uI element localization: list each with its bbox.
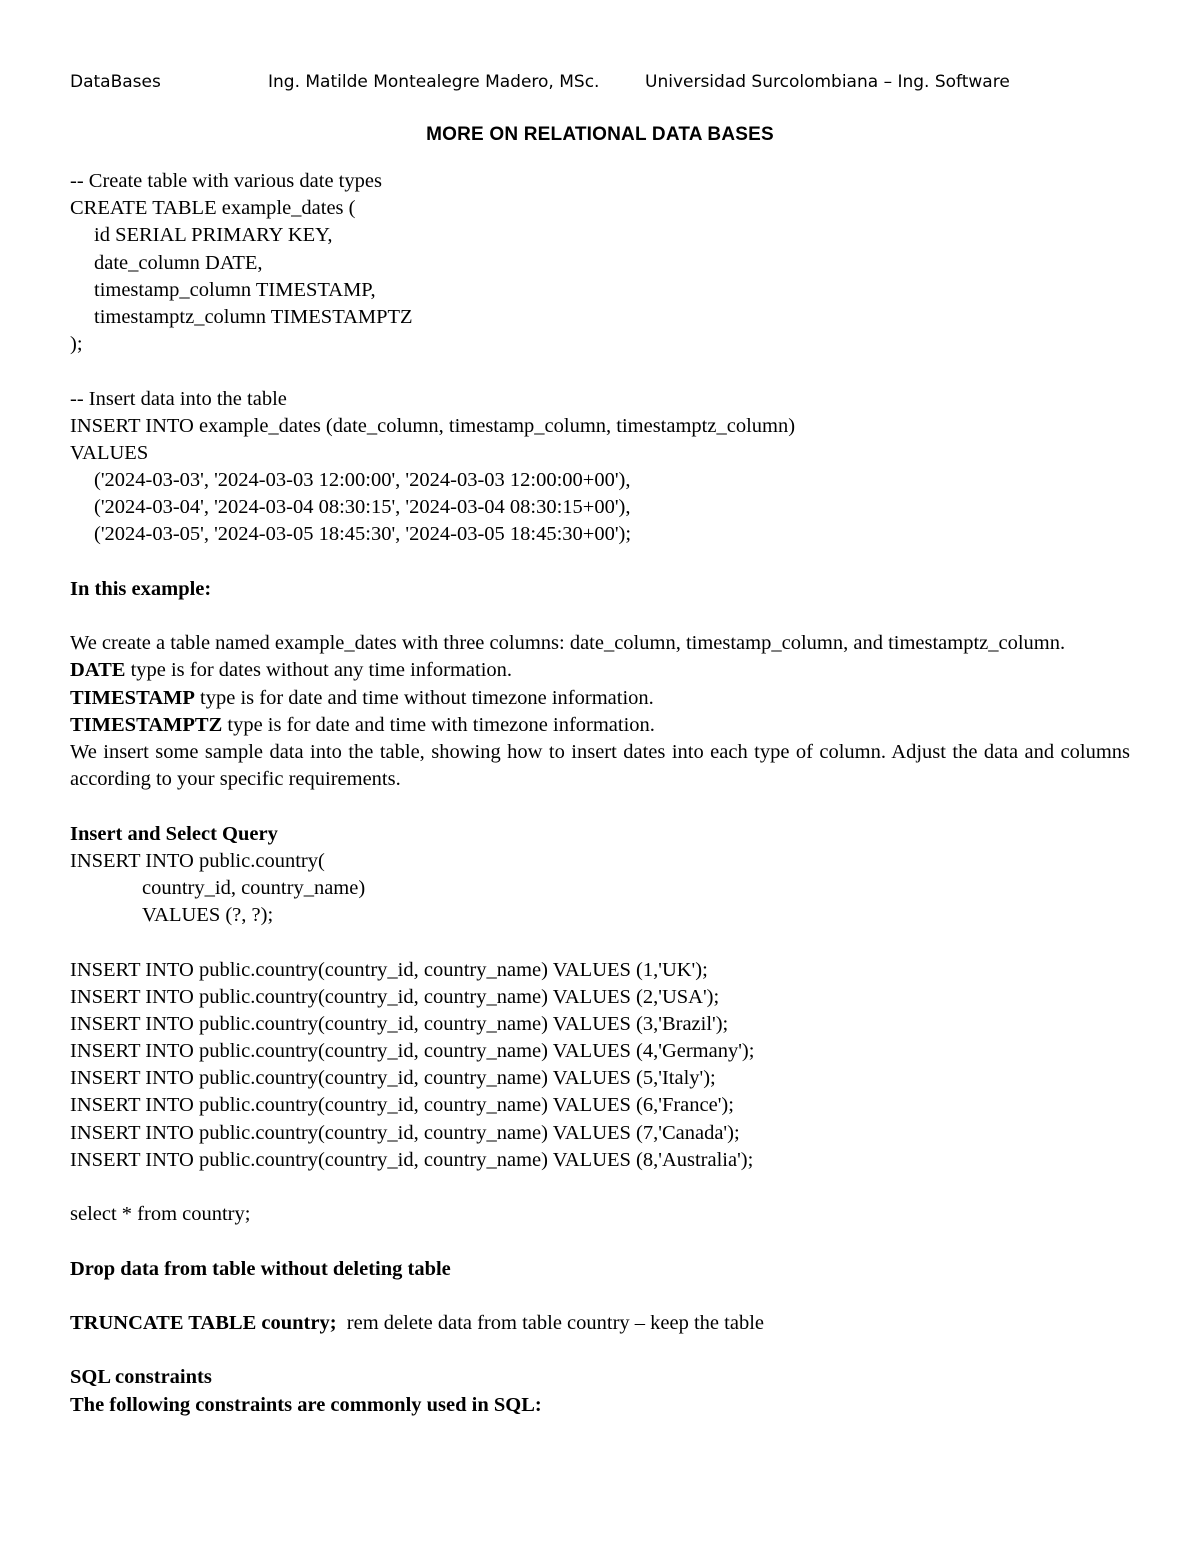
truncate-comment: rem delete data from table country – keep the table: [336, 1311, 764, 1334]
timestamp-desc: type is for date and time without timezone information.: [194, 686, 654, 709]
code-line: -- Create table with various date types: [70, 170, 382, 192]
code-line: timestamp_column TIMESTAMP,: [94, 278, 376, 301]
code-line: ('2024-03-05', '2024-03-05 18:45:30', '2024-03-05 18:45:30+00');: [94, 523, 632, 546]
code-line: INSERT INTO public.country(country_id, country_name) VALUES (1,'UK');: [70, 958, 708, 981]
page-title: MORE ON RELATIONAL DATA BASES: [426, 124, 774, 145]
header-author: Ing. Matilde Montealegre Madero, MSc.: [268, 72, 600, 92]
spacer: [70, 793, 1130, 820]
code-line: INSERT INTO public.country(country_id, country_name) VALUES (3,'Brazil');: [70, 1012, 729, 1035]
code-line: country_id, country_name): [142, 876, 366, 899]
page-header: [70, 72, 1130, 96]
code-block-create: [70, 168, 1130, 358]
code-line: );: [70, 333, 83, 356]
timestamp-term: TIMESTAMP: [70, 686, 195, 709]
code-line: INSERT INTO public.country(country_id, country_name) VALUES (2,'USA');: [70, 985, 720, 1008]
constraints-subheading: The following constraints are commonly used in SQL:: [70, 1393, 542, 1416]
spacer: [70, 929, 1130, 956]
date-type-line: [70, 657, 1130, 684]
timestamptz-type-line: [70, 712, 1130, 739]
date-term: DATE: [70, 659, 126, 682]
select-statement: select * from country;: [70, 1203, 251, 1226]
code-line: INSERT INTO public.country(country_id, country_name) VALUES (7,'Canada');: [70, 1121, 740, 1144]
spacer: [70, 1174, 1130, 1201]
example-closing: We insert some sample data into the table, showing how to insert dates into each type of column. Adjust the data and columns according to your specific requirements.: [70, 741, 1130, 791]
code-line: date_column DATE,: [94, 251, 263, 274]
code-line: INSERT INTO public.country(: [70, 849, 325, 872]
spacer: [70, 549, 1130, 576]
code-block-insert: [70, 386, 1130, 549]
insert-select-heading: Insert and Select Query: [70, 822, 278, 845]
spacer: [70, 1228, 1130, 1255]
timestamptz-desc: type is for date and time with timezone information.: [222, 713, 655, 736]
timestamptz-term: TIMESTAMPTZ: [70, 713, 223, 736]
header-course: DataBases: [70, 72, 161, 92]
code-line: INSERT INTO public.country(country_id, country_name) VALUES (6,'France');: [70, 1094, 734, 1117]
code-line: INSERT INTO public.country(country_id, country_name) VALUES (5,'Italy');: [70, 1067, 716, 1090]
spacer: [70, 603, 1130, 630]
code-line: id SERIAL PRIMARY KEY,: [94, 224, 333, 247]
code-line: VALUES (?, ?);: [142, 904, 274, 927]
date-desc: type is for dates without any time information.: [125, 659, 513, 682]
code-line: ('2024-03-04', '2024-03-04 08:30:15', '2024-03-04 08:30:15+00'),: [94, 496, 631, 519]
truncate-line: [70, 1310, 1130, 1337]
code-line: ('2024-03-03', '2024-03-03 12:00:00', '2024-03-03 12:00:00+00'),: [94, 469, 631, 492]
country-inserts: [70, 957, 1130, 1175]
code-line: INSERT INTO public.country(country_id, country_name) VALUES (4,'Germany');: [70, 1040, 755, 1063]
code-line: timestamptz_column TIMESTAMPTZ: [94, 305, 413, 328]
code-line: VALUES: [70, 441, 149, 464]
truncate-heading: Drop data from table without deleting table: [70, 1257, 451, 1280]
spacer: [70, 358, 1130, 385]
document-body: [70, 168, 1130, 1419]
header-university: Universidad Surcolombiana – Ing. Software: [645, 72, 1010, 92]
constraints-heading: SQL constraints: [70, 1366, 212, 1389]
code-line: CREATE TABLE example_dates (: [70, 197, 356, 220]
truncate-command: TRUNCATE TABLE country;: [70, 1311, 337, 1334]
example-intro: We create a table named example_dates with three columns: date_column, timestamp_column, and timestamptz_column.: [70, 632, 1066, 655]
code-line: INSERT INTO example_dates (date_column, timestamp_column, timestamptz_column): [70, 414, 796, 437]
spacer: [70, 1283, 1130, 1310]
timestamp-type-line: [70, 685, 1130, 712]
code-line: INSERT INTO public.country(country_id, country_name) VALUES (8,'Australia');: [70, 1148, 754, 1171]
example-heading: In this example:: [70, 577, 212, 600]
spacer: [70, 1337, 1130, 1364]
code-line: -- Insert data into the table: [70, 387, 287, 410]
